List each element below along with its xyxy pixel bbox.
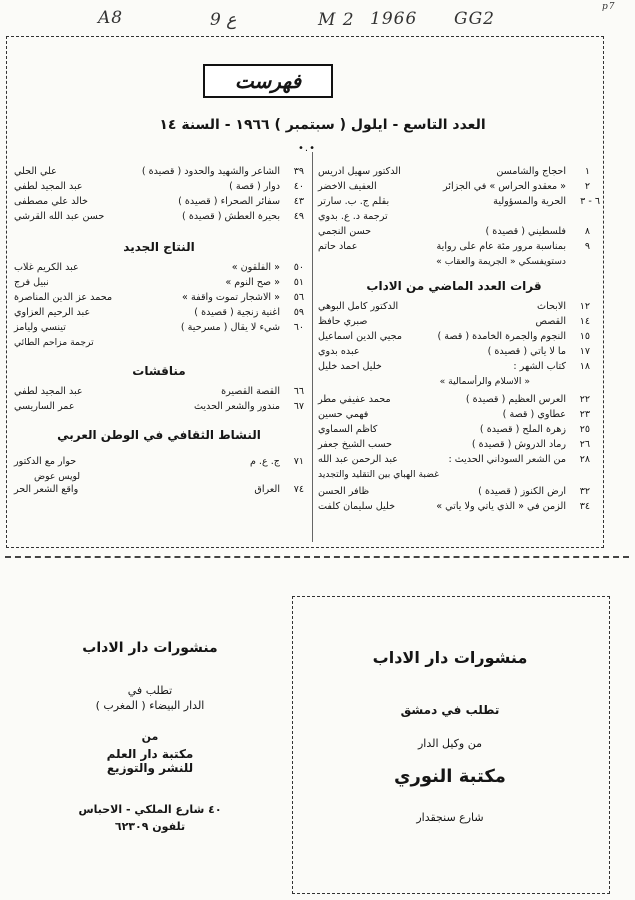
toc-row: ٥٩ اغنية زنجية ( قصيدة ) عبد الرحيم العزاوي — [14, 307, 304, 318]
toc-row: ٤٣ سفائر الصحراء ( قصيدة ) خالد علي مصطفى — [14, 196, 304, 207]
toc-row: ١٥ النجوم والجمرة الخامدة ( قصة ) مجيي الدين اسماعيل — [318, 331, 590, 342]
handwritten-note: p7 — [602, 2, 616, 12]
ad-title: منشورات دار الاداب — [372, 648, 528, 667]
toc-subline: « الاسلام والرأسمالية » — [439, 376, 530, 387]
toc-row: ٦ - ٣ الحرية والمسؤولية بقلم ج. ب. سارتر — [318, 196, 600, 207]
issue-title: العدد التاسع - ايلول ( سبتمبر ) ١٩٦٦ - السنة ١٤ — [159, 117, 486, 133]
ad-shop: مكتبة دار العلم — [106, 747, 194, 761]
ad-right — [292, 648, 608, 824]
toc-row: ٦٧ مندور والشعر الحديث عمر الساريسي — [14, 401, 304, 412]
toc-row: ٧٤ العراق واقع الشعر الحر — [14, 484, 304, 495]
toc-row: ٢ « معقدو الحراس » في الجزائر العفيف الاخضر — [318, 181, 590, 192]
section-title: النشاط الثقافي في الوطن العربي — [57, 428, 261, 442]
toc-subline: غضبة الهباي بين التقليد والتجديد — [318, 469, 439, 480]
toc-row: ٣٢ ارض الكنوز ( قصيدة ) ظافر الحسن — [318, 486, 590, 497]
toc-row: ٢٣ عطاوي ( قصة ) فهمي حسين — [318, 409, 590, 420]
handwritten-note: 1966 — [370, 9, 418, 29]
ad-shop: مكتبة النوري — [394, 766, 506, 787]
toc-row: ١٧ ما لا ياتي ( قصيدة ) عبده بدوي — [318, 346, 590, 357]
section-title: مناقشات — [132, 364, 186, 378]
toc-row: ٤٠ دوار ( قصة ) عبد المجيد لطفي — [14, 181, 304, 192]
ad-shop-sub: للنشر والتوزيع — [106, 761, 194, 775]
toc-row: ٣٤ الزمن في « الذي ياتي ولا ياتي » خليل سليمان كلفت — [318, 501, 590, 512]
ad-from: من — [141, 730, 159, 743]
left-column — [14, 166, 304, 499]
ad-request: تطلب في دمشق — [400, 703, 500, 717]
ad-left — [20, 640, 280, 833]
handwritten-note: A8 — [98, 8, 124, 28]
section-title: قرات العدد الماضي من الاداب — [366, 279, 542, 293]
toc-row: ١٤ القصص صبري حافظ — [318, 316, 590, 327]
toc-subline: دستويفسكي « الجريمة والعقاب » — [436, 256, 566, 267]
handwritten-note: 9 ع — [210, 10, 237, 30]
contents-logo: فهرست — [203, 64, 333, 98]
right-column — [318, 166, 600, 516]
toc-row: ٦٠ شيء لا يقال ( مسرحية ) تينسي وليامز — [14, 322, 304, 333]
toc-row: ٨ فلسطيني ( قصيدة ) حسن النجمي — [318, 226, 590, 237]
toc-row: ترجمة د. ع. بدوي — [318, 211, 388, 222]
toc-row: ١ احجاج والشامسن الدكتور سهيل ادريس — [318, 166, 590, 177]
toc-row: ٢٥ زهرة الملح ( قصيدة ) كاظم السماوي — [318, 424, 590, 435]
toc-row: ٤٩ بحيرة العطش ( قصيدة ) حسن عبد الله القرشي — [14, 211, 304, 222]
toc-row: ٥١ « صح النوم » نبيل فرج — [14, 277, 304, 288]
toc-row: ١٨ كتاب الشهر : خليل احمد خليل — [318, 361, 590, 372]
toc-row: ٢٢ العرس العظيم ( قصيدة ) محمد عفيفي مطر — [318, 394, 590, 405]
toc-row: ٥٦ « الاشجار تموت واقفة » محمد عز الدين المناصرة — [14, 292, 304, 303]
separator-ornament: •.• — [298, 143, 316, 154]
column-divider — [312, 152, 313, 542]
ad-address: ٤٠ شارع الملكي - الاحباس — [78, 803, 222, 816]
ad-title: منشورات دار الاداب — [82, 640, 218, 656]
handwritten-note: М 2 — [318, 10, 355, 30]
page-divider — [5, 556, 629, 558]
ad-agent: من وكيل الدار — [417, 737, 482, 750]
toc-row: ٢٦ رماد الدروش ( قصيدة ) حسب الشيخ جعفر — [318, 439, 590, 450]
handwritten-note: GG2 — [454, 9, 495, 29]
toc-row: ٧١ ج. ع. م حوار مع الدكتور — [14, 456, 304, 467]
toc-row: ٥٠ « الفلقون » عبد الكريم غلاب — [14, 262, 304, 273]
ad-request: تطلب في — [127, 684, 173, 697]
toc-row: ٣٩ الشاعر والشهيد والحدود ( قصيدة ) علي الحلي — [14, 166, 304, 177]
ad-phone: تلفون ٦٢٣٠٩ — [114, 820, 186, 833]
toc-row: ٢٨ من الشعر السوداني الحديث : عبد الرحمن عبد الله — [318, 454, 590, 465]
ad-street: شارع سنجقدار — [416, 811, 484, 824]
toc-row: ١٢ الابحاث الدكتور كامل البوهي — [318, 301, 590, 312]
toc-row: ٦٦ القصة القصيرة عبد المجيد لطفي — [14, 386, 304, 397]
ad-city: الدار البيضاء ( المغرب ) — [95, 699, 205, 712]
toc-subline: ترجمة مزاحم الطائي — [14, 337, 94, 348]
toc-row: ٩ بمناسبة مرور مئة عام على رواية عماد حاتم — [318, 241, 590, 252]
toc-subline: لويس عوض — [34, 471, 81, 482]
section-title: النتاج الجديد — [123, 240, 195, 254]
